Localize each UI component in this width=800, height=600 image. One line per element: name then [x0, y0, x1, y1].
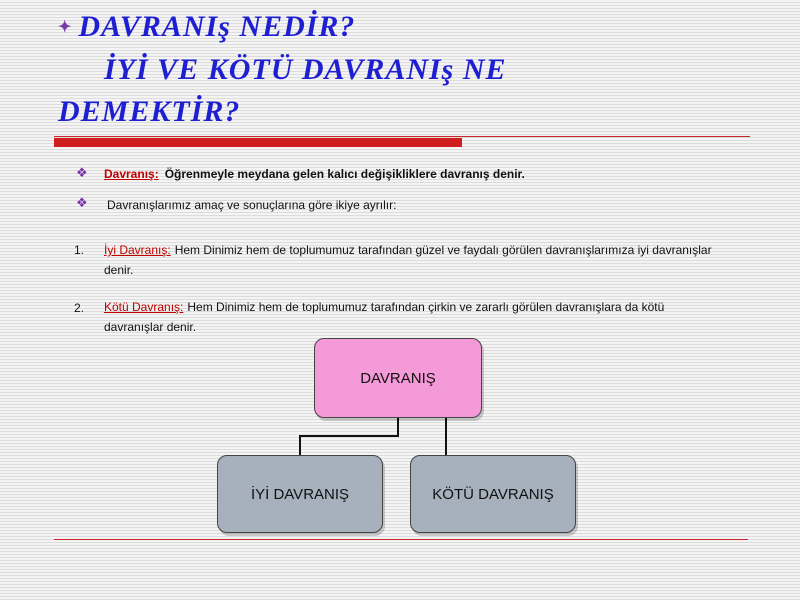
diamond-bullet-icon: ❖ — [76, 195, 88, 210]
star-bullet-icon: ✦ — [58, 19, 73, 36]
title-line-3: DEMEKTİR? — [58, 95, 241, 128]
connector-root-to-right — [398, 416, 446, 455]
diagram-root-node: DAVRANIŞ — [314, 338, 482, 418]
definition-term: Davranış: — [104, 167, 159, 181]
connector-root-to-left — [300, 416, 398, 455]
definition-text: Öğrenmeyle meydana gelen kalıcı değişikliklere davranış denir. — [164, 167, 525, 181]
item-text: Hem Dinimiz hem de toplumumuz tarafından çirkin ve zararlı görülen davranışlara da kötü davranışlar denir. — [104, 300, 665, 334]
item-number: 2. — [74, 301, 85, 315]
item-term: İyi Davranış: — [104, 243, 171, 257]
diagram-child-node-good: İYİ DAVRANIŞ — [217, 455, 383, 533]
item-text: Hem Dinimiz hem de toplumumuz tarafından güzel ve faydalı görülen davranışlarımıza iyi davranışlar denir. — [104, 243, 712, 277]
diamond-bullet-icon: ❖ — [76, 165, 88, 180]
item-number: 1. — [74, 243, 85, 257]
title-line-1-text: DAVRANIş NEDİR? — [78, 10, 356, 43]
title-line-2: İYİ VE KÖTÜ DAVRANIş NE — [104, 53, 507, 86]
item-term: Kötü Davranış: — [104, 300, 184, 314]
diagram-child-node-bad: KÖTÜ DAVRANIŞ — [410, 455, 576, 533]
intro-line: Davranışlarımız amaç ve sonuçlarına göre ikiye ayrılır: — [107, 198, 397, 212]
bottom-divider — [54, 539, 748, 540]
